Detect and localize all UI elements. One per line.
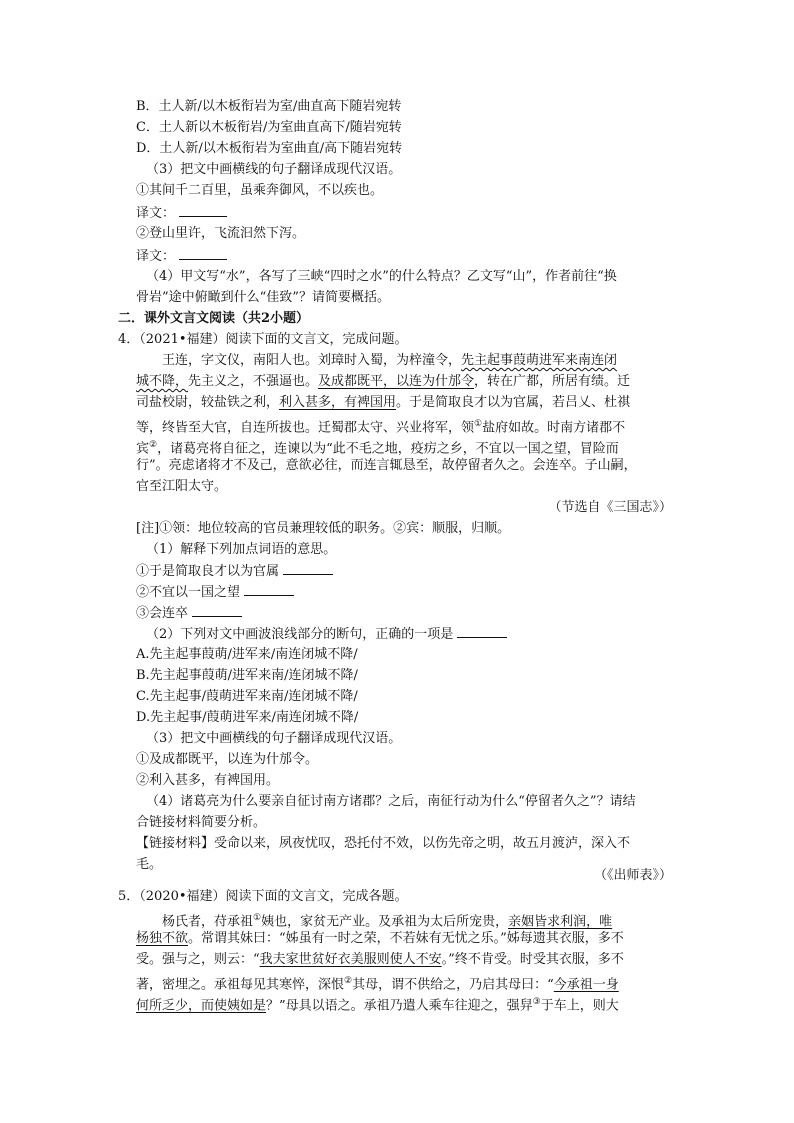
note-marker: ③ — [532, 997, 541, 1007]
answer-blank[interactable] — [179, 203, 227, 217]
translation-label: 译文： — [136, 206, 176, 221]
passage-line — [136, 950, 624, 970]
passage-text: 。”终不肯受。时受其衣服，多不 — [441, 952, 624, 967]
section-heading: 二．课外文言文阅读（共2小题） — [118, 311, 310, 326]
option-b: B．土人新/以木板衔岩为室/曲直高下随岩宛转 — [136, 99, 402, 114]
answer-blank[interactable] — [283, 561, 333, 575]
answer-blank[interactable] — [244, 582, 294, 596]
answer-blank[interactable] — [457, 624, 507, 638]
choice-d: D.先主起事/葭萌进军来/南连闭城不降/ — [136, 710, 359, 725]
passage-text: 先主义之，不强逼也。 — [188, 374, 319, 389]
vocab-text: ②不宜以一国之望 — [136, 585, 241, 600]
passage-line — [136, 929, 624, 949]
underlined-text: 何所乏少，而使姨如是 — [136, 998, 267, 1014]
passage-line — [136, 992, 619, 1016]
question-text: （2）下列对文中画波浪线部分的断句，正确的一项是 — [146, 627, 454, 642]
option-c: C．土人新以木板衔岩/为室曲直高下/随岩宛转 — [136, 120, 402, 135]
sub-question-3: （3）把文中画横线的句子翻译成现代汉语。 — [146, 731, 402, 746]
note-marker: ② — [344, 976, 353, 986]
passage-source: （节选自《三国志》） — [548, 500, 672, 515]
choice-b: B.先主起事葭萌/进军来南/连闭城不降/ — [136, 668, 358, 683]
note-marker: ① — [474, 419, 483, 429]
passage-text: 等，终皆至大官，自连所拔也。迁蜀郡太守、兴业将军，领 — [136, 420, 475, 436]
passage-text: 王连，字文仪，南阳人也。刘璋时入蜀，为梓潼令， — [162, 353, 462, 368]
option-d: D．土人新/以木板衔岩为室曲直/高下随岩宛转 — [136, 141, 403, 156]
underlined-text: 利入甚多，有裨国用 — [279, 395, 397, 410]
note-marker: ① — [253, 913, 262, 923]
question-4-line-1: （4）甲文写“水”，各写了三峡“四时之水”的什么特点？乙文写“山”，作者前往“换 — [146, 269, 617, 284]
link-material-source: （《出师表》） — [593, 868, 672, 883]
translation-line-2 — [136, 246, 227, 267]
underlined-text: 亲姻皆求利润，唯 — [508, 914, 613, 930]
passage-text: 姨也，家贫无产业。及承祖为太后所宠贵， — [261, 914, 509, 930]
translate-item-2: ②利入甚多，有裨国用。 — [136, 773, 280, 788]
passage-text: 。常谓其妹曰：“姊虽有一时之荣，不若妹有无忧之乐。”姊每遗其衣服，多不 — [188, 931, 624, 946]
link-material-line-2: 毛。 — [136, 857, 163, 872]
choice-c: C.先主起事/葭萌进军来南/连闭城不降/ — [136, 689, 358, 704]
passage-text: 司盐校尉，较盐铁之利， — [136, 395, 280, 410]
answer-blank[interactable] — [192, 603, 242, 617]
passage-text: ，转在广都，所居有绩。迁 — [474, 374, 631, 389]
question-4-heading: 4．（2021•福建）阅读下面的文言文，完成问题。 — [118, 332, 408, 347]
vocab-item-2 — [136, 582, 294, 603]
translation-line-1 — [136, 203, 227, 224]
underlined-text: 今承祖一身 — [553, 977, 619, 993]
vocab-item-3 — [136, 603, 242, 624]
underlined-text: 杨独不欲 — [136, 931, 189, 946]
passage-line: 行”。亮虑诸将才不及己，意欲必往，而连言辄恳至，故停留者久之。会连卒。子山嗣， — [136, 458, 637, 473]
sentence-2: ②登山里许，飞流汩然下泻。 — [136, 226, 306, 241]
sub-question-2 — [146, 624, 507, 645]
question-5-heading: 5．（2020•福建）阅读下面的文言文，完成各题。 — [118, 889, 408, 904]
choice-a: A.先主起事葭萌/进军来/南连闭城不降/ — [136, 647, 358, 662]
passage-text: 杨氏者，苻承祖 — [162, 914, 254, 930]
passage-line — [136, 372, 630, 392]
passage-text: 受。强与之，则云：“ — [136, 952, 260, 967]
question-4-line-2: 骨岩”途中俯瞰到什么“佳致”？请简要概括。 — [136, 290, 390, 305]
sub-question-1: （1）解释下列加点词语的意思。 — [146, 542, 337, 557]
footnote: [注]①领：地位较高的官员兼理较低的职务。②宾：顺服，归顺。 — [136, 521, 511, 536]
translate-prompt: （3）把文中画横线的句子翻译成现代汉语。 — [146, 162, 402, 177]
note-marker: ② — [149, 440, 158, 450]
translation-label: 译文： — [136, 249, 176, 264]
sentence-1: ①其间千二百里，虽乘奔御风，不以疾也。 — [136, 183, 384, 198]
sub-question-4-line-2: 合链接材料简要分析。 — [136, 815, 267, 830]
underlined-text: 我夫家世贫好衣美服则使人不安 — [259, 952, 442, 967]
wavy-underline-text: 城不降， — [136, 374, 189, 389]
translate-item-1: ①及成都既平，以连为什邡令。 — [136, 752, 319, 767]
answer-blank[interactable] — [179, 246, 227, 260]
passage-line: 官至江阳太守。 — [136, 479, 228, 494]
passage-text: 其母，谓不供给之，乃启其母曰：“ — [352, 977, 554, 993]
wavy-underline-text: 先主起事葭萌进军来南连闭 — [461, 353, 618, 368]
passage-line — [162, 351, 617, 371]
vocab-item-1 — [136, 561, 333, 582]
link-material-line-1: 【链接材料】受命以来，夙夜忧叹，恐托付不效，以伤先帝之明，故五月渡泸，深入不 — [136, 836, 631, 851]
passage-text: 宾 — [136, 441, 150, 457]
passage-text: ？”母具以语之。承祖乃遣人乘车往迎之，强舁 — [266, 998, 533, 1014]
passage-line — [136, 393, 630, 413]
passage-text: 著，密埋之。承祖每见其寒悴，深恨 — [136, 977, 345, 993]
passage-text: 。于是简取良才以为官属，若吕乂、杜祺 — [396, 395, 631, 410]
sub-question-4-line-1: （4）诸葛亮为什么要亲自征讨南方诸郡？之后，南征行动为什么“停留者久之”？请结 — [146, 794, 636, 809]
underlined-text: 及成都既平，以连为什邡令 — [318, 374, 475, 389]
vocab-text: ③会连卒 — [136, 606, 189, 621]
passage-text: 于车上，则大 — [540, 998, 619, 1014]
vocab-text: ①于是简取良才以为官属 — [136, 564, 280, 579]
passage-text: ，诸葛亮将自征之，连谏以为“此不毛之地，疫疠之乡，不宜以一国之望，冒险而 — [157, 441, 619, 457]
passage-text: 盐府如故。时南方诸郡不 — [482, 420, 626, 436]
